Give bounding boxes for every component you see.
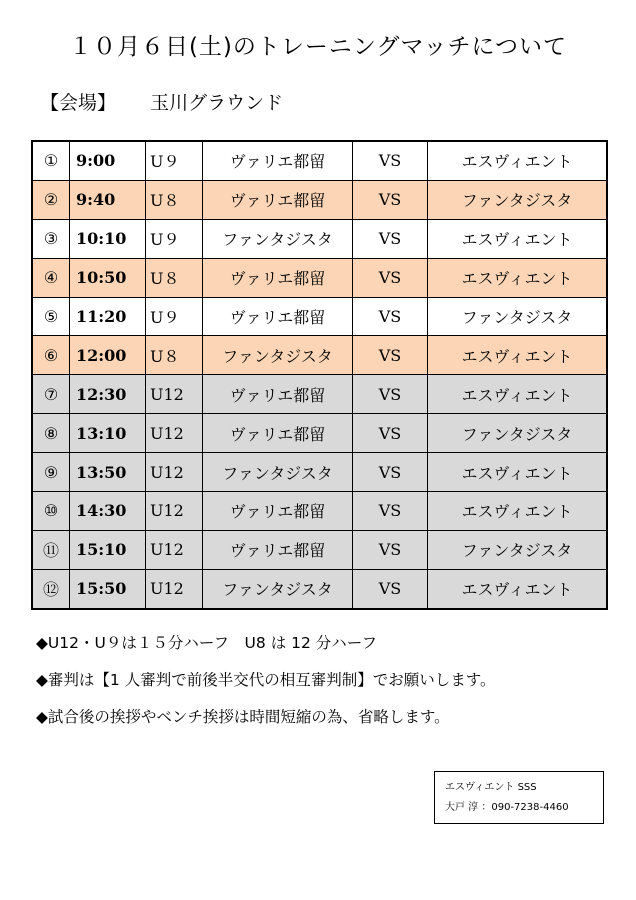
contact-person: 大戸 淳 ：090-7238-4460 [445,802,569,813]
match-team-home: ファンタジスタ [203,219,353,258]
match-number: ⑤ [32,297,70,336]
match-number: ⑨ [32,453,70,492]
match-row [32,492,607,531]
match-number: ⑥ [32,336,70,375]
match-time: 9:40 [70,180,146,219]
match-row [32,569,607,608]
match-number: ④ [32,258,70,297]
match-row [32,258,607,297]
match-category: U８ [146,180,203,219]
match-vs: VS [353,453,428,492]
match-team-home: ヴァリエ都留 [203,297,353,336]
match-number: ⑦ [32,375,70,414]
match-vs: VS [353,258,428,297]
match-category: U９ [146,297,203,336]
match-team-home: ヴァリエ都留 [203,375,353,414]
match-row [32,414,607,453]
match-team-away: エスヴィエント [428,453,608,492]
match-time: 14:30 [70,492,146,531]
match-category: U12 [146,569,203,608]
match-time: 10:50 [70,258,146,297]
match-row [32,453,607,492]
note-greeting: ◆試合後の挨拶やベンチ挨拶は時間短縮の為、省略します。 [36,708,450,726]
match-team-away: エスヴィエント [428,492,608,531]
match-vs: VS [353,219,428,258]
match-row [32,297,607,336]
match-team-away: エスヴィエント [428,336,608,375]
match-vs: VS [353,375,428,414]
match-team-away: ファンタジスタ [428,180,608,219]
match-category: U８ [146,336,203,375]
match-time: 11:20 [70,297,146,336]
contact-team: エスヴィエント SSS [445,782,537,793]
venue-value: 玉川グラウンド [150,92,284,114]
match-vs: VS [353,414,428,453]
match-number: ③ [32,219,70,258]
match-team-away: ファンタジスタ [428,297,608,336]
match-time: 12:00 [70,336,146,375]
page-title: １０月６日(土)のトレーニングマッチについて [68,34,568,60]
match-team-away: エスヴィエント [428,375,608,414]
match-time: 15:50 [70,569,146,608]
match-number: ⑪ [32,530,70,569]
match-team-away: ファンタジスタ [428,414,608,453]
match-category: U12 [146,492,203,531]
match-team-away: エスヴィエント [428,219,608,258]
match-category: U12 [146,414,203,453]
match-row [32,180,607,219]
notes [36,632,495,743]
match-category: U９ [146,219,203,258]
note-halves: ◆U12・U９は１５分ハーフ U8 は 12 分ハーフ [36,634,377,652]
match-team-home: ヴァリエ都留 [203,180,353,219]
match-vs: VS [353,569,428,608]
match-team-home: ヴァリエ都留 [203,492,353,531]
match-team-away: エスヴィエント [428,569,608,608]
match-time: 13:10 [70,414,146,453]
match-time: 12:30 [70,375,146,414]
match-category: U９ [146,141,203,180]
match-team-home: ヴァリエ都留 [203,414,353,453]
match-time: 13:50 [70,453,146,492]
match-team-home: ファンタジスタ [203,453,353,492]
match-team-home: ヴァリエ都留 [203,530,353,569]
match-vs: VS [353,336,428,375]
match-number: ① [32,141,70,180]
match-vs: VS [353,530,428,569]
match-vs: VS [353,297,428,336]
match-team-home: ヴァリエ都留 [203,141,353,180]
match-team-home: ヴァリエ都留 [203,258,353,297]
match-row [32,336,607,375]
match-team-away: ファンタジスタ [428,530,608,569]
match-time: 9:00 [70,141,146,180]
match-number: ② [32,180,70,219]
contact-box [434,771,604,824]
match-time: 10:10 [70,219,146,258]
match-category: U８ [146,258,203,297]
match-vs: VS [353,492,428,531]
match-number: ⑧ [32,414,70,453]
match-team-away: エスヴィエント [428,258,608,297]
match-row [32,375,607,414]
match-number: ⑫ [32,569,70,608]
venue-line [40,88,283,115]
match-row [32,141,607,180]
match-category: U12 [146,453,203,492]
match-row [32,219,607,258]
match-category: U12 [146,530,203,569]
note-referee: ◆審判は【1 人審判で前後半交代の相互審判制】でお願いします。 [36,671,496,689]
match-team-home: ファンタジスタ [203,336,353,375]
match-team-home: ファンタジスタ [203,569,353,608]
match-schedule-table [31,140,608,610]
match-vs: VS [353,141,428,180]
match-number: ⑩ [32,492,70,531]
match-time: 15:10 [70,530,146,569]
match-row [32,530,607,569]
match-vs: VS [353,180,428,219]
venue-label: 【会場】 [40,92,117,114]
match-team-away: エスヴィエント [428,141,608,180]
match-category: U12 [146,375,203,414]
